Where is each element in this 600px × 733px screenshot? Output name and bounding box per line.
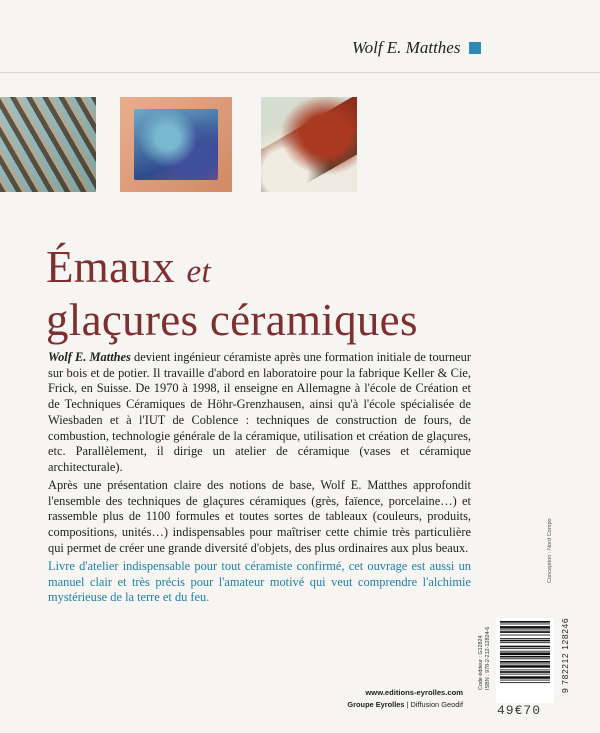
isbn-code: ISBN : 978-2-212-12824-6 xyxy=(485,626,491,690)
book-pitch-paragraph: Livre d'atelier indispensable pour tout céramiste confirmé, cet ouvrage est aussi un manuel clair et très précis pour l'amateur motivé qui veut comprendre l'alchimie mystérieuse de la terre et du feu. xyxy=(48,559,471,605)
author-name: Wolf E. Matthes xyxy=(352,38,461,57)
barcode-digits: 9 782212 128246 xyxy=(560,617,570,693)
title-connector: et xyxy=(186,254,211,290)
isbn-barcode xyxy=(496,618,554,703)
author-bio-paragraph xyxy=(48,350,471,476)
book-codes xyxy=(478,627,492,690)
header-rule xyxy=(0,72,600,73)
glaze-sample-image-2 xyxy=(120,97,232,192)
accent-square xyxy=(469,42,481,54)
bio-author-name: Wolf E. Matthes xyxy=(48,350,131,364)
book-title xyxy=(46,243,418,344)
title-main-word: Émaux xyxy=(46,242,175,292)
glaze-sample-image-1 xyxy=(0,97,96,192)
book-description-paragraph: Après une présentation claire des notions de base, Wolf E. Matthes approfondit l'ensemble des techniques de glaçures céramiques (grès, faïence, porcelaine…) et rassemble plus de 1100 formules et toutes sortes de tableaux (couleurs, produits, compositions, unités…) indispensables pour maîtriser cette chimie très particulière qui permet de créer une grande diversité d'objets, des plus ordinaires aux plus beaux. xyxy=(48,478,471,555)
publisher-website: www.editions-eyrolles.com xyxy=(365,688,463,697)
publisher-group: Groupe Eyrolles xyxy=(347,700,405,709)
design-credit: Conception : Nord Compo xyxy=(547,518,553,583)
bio-text: devient ingénieur céramiste après une formation initiale de tourneur sur bois et de potier. Il travaille d'abord en laboratoire pour la fabrique Keller & Cie, Frick, en Suisse. De 1970 à 1998, il enseigne en Allemagne à l'école de Création et de Techniques Céramiques de Höhr-Grenzhausen, ainsi qu'à l'école spécialisée de Wiesbaden et à l'IUT de Coblence : techniques de construction de fours, de combustion, technologie générale de la céramique, utilisation et création de glaçures, etc. Parallèlement, il dirige un atelier de céramique (vases et céramique architecturale). xyxy=(48,350,471,474)
editor-code: Code éditeur : G12824 xyxy=(478,635,484,690)
publisher-line: Groupe Eyrolles | Diffusion Geodif xyxy=(347,700,463,709)
price-label: 49€70 xyxy=(497,703,542,718)
publisher-distribution: Diffusion Geodif xyxy=(410,700,463,709)
title-line-2: glaçures céramiques xyxy=(46,295,418,345)
publisher-block xyxy=(339,688,463,709)
author-header xyxy=(352,38,481,58)
glaze-sample-image-3 xyxy=(261,97,357,192)
